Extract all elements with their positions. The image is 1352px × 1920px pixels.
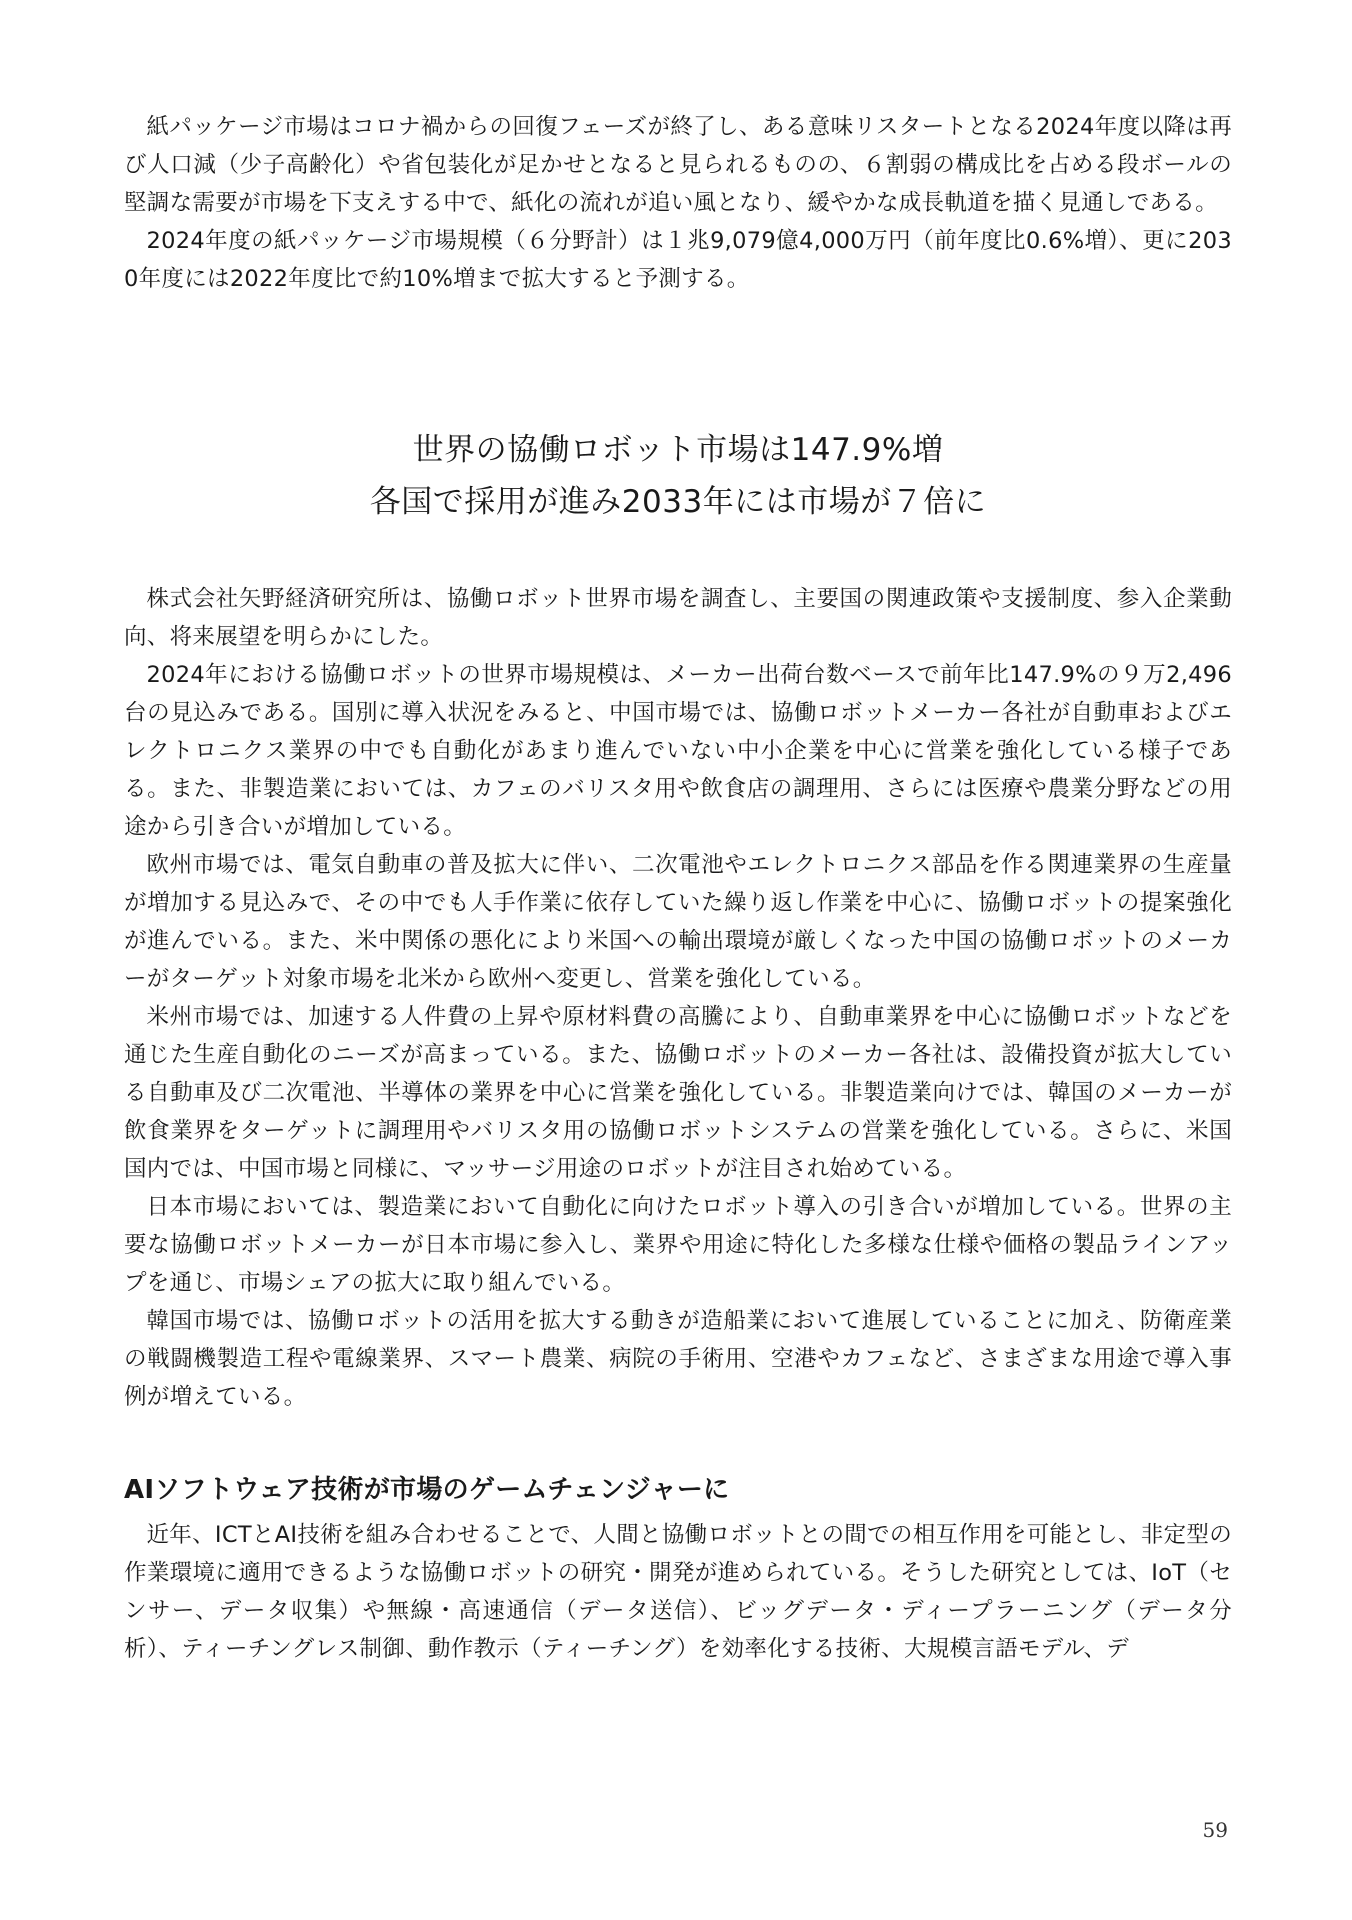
article-paragraph-6: 韓国市場では、協働ロボットの活用を拡大する動きが造船業において進展していることに加え、防衛産業の戦闘機製造工程や電線業界、スマート農業、病院の手術用、空港やカフェなど、さまざまな用途で導入事例が増えている。 [124, 1308, 1232, 1410]
article-paragraph-5: 日本市場においては、製造業において自動化に向けたロボット導入の引き合いが増加している。世界の主要な協働ロボットメーカーが日本市場に参入し、業界や用途に特化した多様な仕様や価格の製品ラインアップを通じ、市場シェアの拡大に取り組んでいる。 [124, 1194, 1232, 1296]
article-headline [124, 424, 1232, 528]
headline-line-1: 世界の協働ロボット市場は147.9%増 [412, 432, 944, 468]
page-content [124, 108, 1232, 1668]
page-number: 59 [1202, 1818, 1228, 1842]
section-heading: AIソフトウェア技術が市場のゲームチェンジャーに [124, 1475, 730, 1505]
article-paragraph-1: 株式会社矢野経済研究所は、協働ロボット世界市場を調査し、主要国の関連政策や支援制度、参入企業動向、将来展望を明らかにした。 [124, 586, 1232, 650]
section-paragraph-1: 近年、ICTとAI技術を組み合わせることで、人間と協働ロボットとの間での相互作用を可能とし、非定型の作業環境に適用できるような協働ロボットの研究・開発が進められている。そうした研究としては、IoT（センサー、データ収集）や無線・高速通信（データ送信）、ビッグデータ・ディープラーニング（データ分析）、ティーチングレス制御、動作教示（ティーチング）を効率化する技術、大規模言語モデル、デ [124, 1522, 1232, 1662]
intro-paragraph-2: 2024年度の紙パッケージ市場規模（６分野計）は１兆9,079億4,000万円（前年度比0.6%増）、更に2030年度には2022年度比で約10%増まで拡大すると予測する。 [124, 228, 1232, 292]
headline-line-2: 各国で採用が進み2033年には市場が７倍に [369, 484, 987, 520]
article-paragraph-3: 欧州市場では、電気自動車の普及拡大に伴い、二次電池やエレクトロニクス部品を作る関連業界の生産量が増加する見込みで、その中でも人手作業に依存していた繰り返し作業を中心に、協働ロボットの提案強化が進んでいる。また、米中関係の悪化により米国への輸出環境が厳しくなった中国の協働ロボットのメーカーがターゲット対象市場を北米から欧州へ変更し、営業を強化している。 [124, 852, 1232, 992]
article-paragraph-2: 2024年における協働ロボットの世界市場規模は、メーカー出荷台数ベースで前年比147.9%の９万2,496台の見込みである。国別に導入状況をみると、中国市場では、協働ロボットメーカー各社が自動車およびエレクトロニクス業界の中でも自動化があまり進んでいない中小企業を中心に営業を強化している様子である。また、非製造業においては、カフェのバリスタ用や飲食店の調理用、さらには医療や農業分野などの用途から引き合いが増加している。 [124, 662, 1232, 840]
intro-paragraph-1: 紙パッケージ市場はコロナ禍からの回復フェーズが終了し、ある意味リスタートとなる2024年度以降は再び人口減（少子高齢化）や省包装化が足かせとなると見られるものの、６割弱の構成比を占める段ボールの堅調な需要が市場を下支えする中で、紙化の流れが追い風となり、緩やかな成長軌道を描く見通しである。 [124, 114, 1232, 216]
intro-section [124, 108, 1232, 298]
article-paragraph-4: 米州市場では、加速する人件費の上昇や原材料費の高騰により、自動車業界を中心に協働ロボットなどを通じた生産自動化のニーズが高まっている。また、協働ロボットのメーカー各社は、設備投資が拡大している自動車及び二次電池、半導体の業界を中心に営業を強化している。非製造業向けでは、韓国のメーカーが飲食業界をターゲットに調理用やバリスタ用の協働ロボットシステムの営業を強化している。さらに、米国国内では、中国市場と同様に、マッサージ用途のロボットが注目され始めている。 [124, 1004, 1232, 1182]
section-body [124, 1516, 1232, 1668]
article-body [124, 580, 1232, 1416]
